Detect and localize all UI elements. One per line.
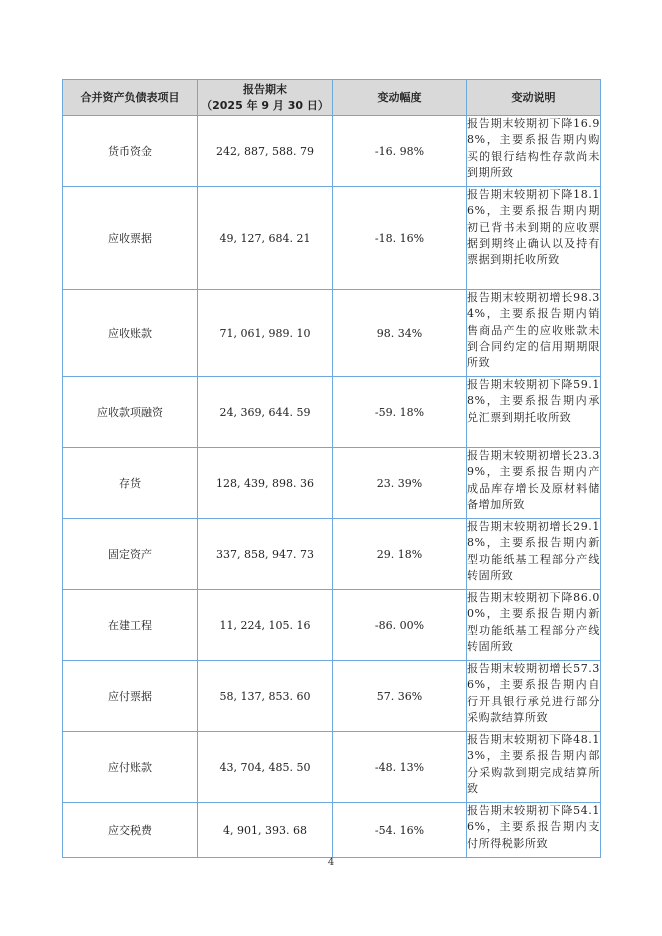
table-header-row — [63, 80, 601, 116]
row-change: 98. 34% — [333, 290, 467, 377]
row-value: 71, 061, 989. 10 — [198, 290, 333, 377]
row-note: 报告期末较期初增长57.36%，主要系报告期内自行开具银行承兑进行部分采购款结算所致 — [467, 661, 601, 732]
row-value: 337, 858, 947. 73 — [198, 519, 333, 590]
row-value: 242, 887, 588. 79 — [198, 116, 333, 187]
row-value: 49, 127, 684. 21 — [198, 187, 333, 290]
page-number: 4 — [327, 857, 335, 868]
header-period-end-label: 报告期末 — [243, 82, 287, 96]
table-row — [63, 116, 601, 187]
row-note: 报告期末较期初下降16.98%，主要系报告期内购买的银行结构性存款尚未到期所致 — [467, 116, 601, 187]
table-row — [63, 803, 601, 858]
row-note: 报告期末较期初增长23.39%，主要系报告期内产成品库存增长及原材料储备增加所致 — [467, 448, 601, 519]
row-note: 报告期末较期初下降48.13%，主要系报告期内部分采购款到期完成结算所致 — [467, 732, 601, 803]
row-item-name: 应付票据 — [63, 661, 198, 732]
row-note: 报告期末较期初增长29.18%，主要系报告期内新型功能纸基工程部分产线转固所致 — [467, 519, 601, 590]
row-item-name: 应收票据 — [63, 187, 198, 290]
header-change: 变动幅度 — [333, 80, 467, 116]
row-note: 报告期末较期初下降86.00%，主要系报告期内新型功能纸基工程部分产线转固所致 — [467, 590, 601, 661]
table-row — [63, 590, 601, 661]
row-change: -59. 18% — [333, 377, 467, 448]
row-item-name: 应付账款 — [63, 732, 198, 803]
row-change: 23. 39% — [333, 448, 467, 519]
row-item-name: 应收账款 — [63, 290, 198, 377]
row-change: 29. 18% — [333, 519, 467, 590]
row-note: 报告期末较期初下降54.16%，主要系报告期内支付所得税影所致 — [467, 803, 601, 858]
balance-sheet-changes-table — [62, 79, 601, 858]
row-note: 报告期末较期初下降59.18%，主要系报告期内承兑汇票到期托收所致 — [467, 377, 601, 448]
header-item: 合并资产负债表项目 — [63, 80, 198, 116]
row-note: 报告期末较期初下降18.16%，主要系报告期内期初已背书未到期的应收票据到期终止确认以及持有票据到期托收所致 — [467, 187, 601, 290]
row-change: -16. 98% — [333, 116, 467, 187]
row-change: -54. 16% — [333, 803, 467, 858]
row-value: 4, 901, 393. 68 — [198, 803, 333, 858]
row-change: 57. 36% — [333, 661, 467, 732]
row-change: -86. 00% — [333, 590, 467, 661]
row-value: 11, 224, 105. 16 — [198, 590, 333, 661]
row-item-name: 存货 — [63, 448, 198, 519]
table-row — [63, 661, 601, 732]
row-item-name: 货币资金 — [63, 116, 198, 187]
row-change: -18. 16% — [333, 187, 467, 290]
row-value: 128, 439, 898. 36 — [198, 448, 333, 519]
row-change: -48. 13% — [333, 732, 467, 803]
table-row — [63, 290, 601, 377]
row-value: 43, 704, 485. 50 — [198, 732, 333, 803]
row-item-name: 固定资产 — [63, 519, 198, 590]
table-row — [63, 732, 601, 803]
table-row — [63, 448, 601, 519]
row-item-name: 在建工程 — [63, 590, 198, 661]
row-value: 24, 369, 644. 59 — [198, 377, 333, 448]
table-row — [63, 187, 601, 290]
row-note: 报告期末较期初增长98.34%，主要系报告期内销售商品产生的应收账款未到合同约定的信用期期限所致 — [467, 290, 601, 377]
row-value: 58, 137, 853. 60 — [198, 661, 333, 732]
header-period-end-date: （2025 年 9 月 30 日） — [201, 98, 329, 112]
table-row — [63, 519, 601, 590]
header-explanation: 变动说明 — [467, 80, 601, 116]
row-item-name: 应收款项融资 — [63, 377, 198, 448]
header-period-end — [198, 80, 333, 116]
row-item-name: 应交税费 — [63, 803, 198, 858]
table-row — [63, 377, 601, 448]
